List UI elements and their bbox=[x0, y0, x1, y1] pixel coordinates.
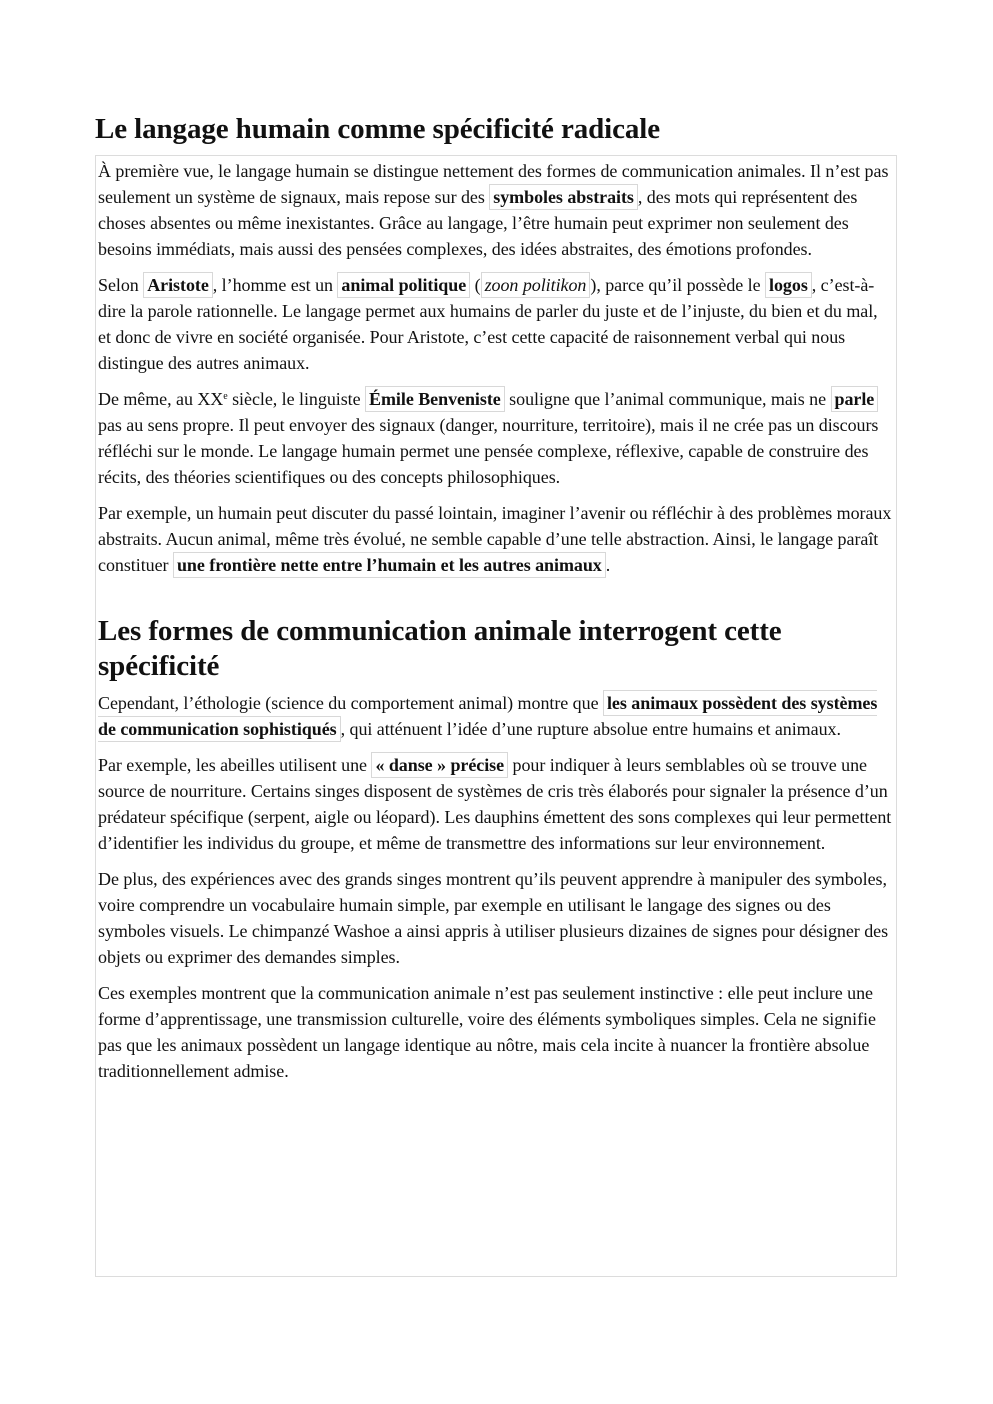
text: pas au sens propre. Il peut envoyer des signaux (danger, nourriture, territoire), mais il ne crée pas un discours réfléchi sur le monde. Le langage humain permet une pensée complexe, réflexive, capable de construire des récits, des théories scientifiques ou des concepts philosophiques. bbox=[98, 415, 879, 487]
highlight-symboles-abstraits: symboles abstraits bbox=[489, 184, 638, 210]
text: , qui atténuent l’idée d’une rupture absolue entre humains et animaux. bbox=[340, 719, 841, 739]
text: . bbox=[605, 555, 611, 575]
section-2-paragraph-2 bbox=[98, 752, 894, 856]
text: ), parce qu’il possède le bbox=[590, 275, 766, 295]
section-1-title: Le langage humain comme spécificité radicale bbox=[95, 113, 661, 145]
content-box bbox=[95, 155, 897, 1277]
text: souligne que l’animal communique, mais ne bbox=[504, 389, 831, 409]
section-1-paragraph-1 bbox=[98, 158, 894, 262]
highlight-animal-politique: animal politique bbox=[337, 272, 470, 298]
text: , c’est-à-dire la parole rationnelle. Le langage permet aux humains de parler du juste et de l’injuste, du bien et du mal, et donc de vivre en société organisée. Pour Aristote, c’est cette capacité de raisonnement verbal qui nous distingue des autres animaux. bbox=[98, 275, 878, 373]
section-1-paragraph-2 bbox=[98, 272, 894, 376]
section-1-paragraph-3 bbox=[98, 386, 894, 490]
highlight-zoon-politikon: zoon politikon bbox=[481, 272, 591, 298]
text: Selon bbox=[98, 275, 144, 295]
text: , des mots qui représentent des choses absentes ou même inexistantes. Grâce au langage, l’être humain peut exprimer non seulement des besoins immédiats, mais aussi des pensées complexes, des idées abstraites, des émotions profondes. bbox=[98, 187, 858, 259]
highlight-parle: parle bbox=[831, 386, 879, 412]
text: ( bbox=[470, 275, 481, 295]
section-1-paragraph-4 bbox=[98, 500, 894, 578]
text: Cependant, l’éthologie (science du comportement animal) montre que bbox=[98, 693, 603, 713]
section-2-title: Les formes de communication animale interrogent cette spécificité bbox=[98, 615, 782, 682]
text: Par exemple, les abeilles utilisent une bbox=[98, 755, 372, 775]
superscript: e bbox=[223, 391, 228, 402]
highlight-danse-precise: « danse » précise bbox=[371, 752, 508, 778]
text: , l’homme est un bbox=[212, 275, 338, 295]
text: pour indiquer à leurs semblables où se trouve une source de nourriture. Certains singes disposent de systèmes de cris très élaborés pour signaler la présence d’un prédateur spécifique (serpent, aigle ou léopard). Les dauphins émettent des sons complexes qui leur permettent d’identifier les individus du groupe, et même de transmettre des informations sur leur environnement. bbox=[98, 755, 892, 853]
highlight-frontiere-nette: une frontière nette entre l’humain et les autres animaux bbox=[173, 552, 606, 578]
section-2-paragraph-4: Ces exemples montrent que la communication animale n’est pas seulement instinctive : elle peut inclure une forme d’apprentissage, une transmission culturelle, voire des éléments symboliques simples. Cela ne signifie pas que les animaux possèdent un langage identique au nôtre, mais cela incite à nuancer la frontière absolue traditionnellement admise. bbox=[98, 983, 876, 1081]
section-2-paragraph-3: De plus, des expériences avec des grands singes montrent qu’ils peuvent apprendre à manipuler des symboles, voire comprendre un vocabulaire humain simple, par exemple en utilisant le langage des signes ou des symboles visuels. Le chimpanzé Washoe a ainsi appris à utiliser plusieurs dizaines de signes pour désigner des objets ou exprimer des demandes simples. bbox=[98, 869, 889, 967]
text: siècle, le linguiste bbox=[227, 389, 366, 409]
section-2-paragraph-1 bbox=[98, 690, 894, 742]
highlight-emile-benveniste: Émile Benveniste bbox=[365, 386, 505, 412]
text: À première vue, le langage humain se distingue nettement des formes de communication animales. Il n’est pas seulement un système de signaux, mais repose sur des bbox=[98, 161, 889, 207]
text: Par exemple, un humain peut discuter du passé lointain, imaginer l’avenir ou réfléchir à des problèmes moraux abstraits. Aucun animal, même très évolué, ne semble capable d’une telle abstraction. Ainsi, le langage paraît constituer bbox=[98, 503, 892, 575]
highlight-systemes-sophistiques: les animaux possèdent des systèmes de communication sophistiqués bbox=[98, 690, 877, 742]
highlight-logos: logos bbox=[765, 272, 812, 298]
text: De même, au XX bbox=[98, 389, 224, 409]
highlight-aristote: Aristote bbox=[143, 272, 213, 298]
